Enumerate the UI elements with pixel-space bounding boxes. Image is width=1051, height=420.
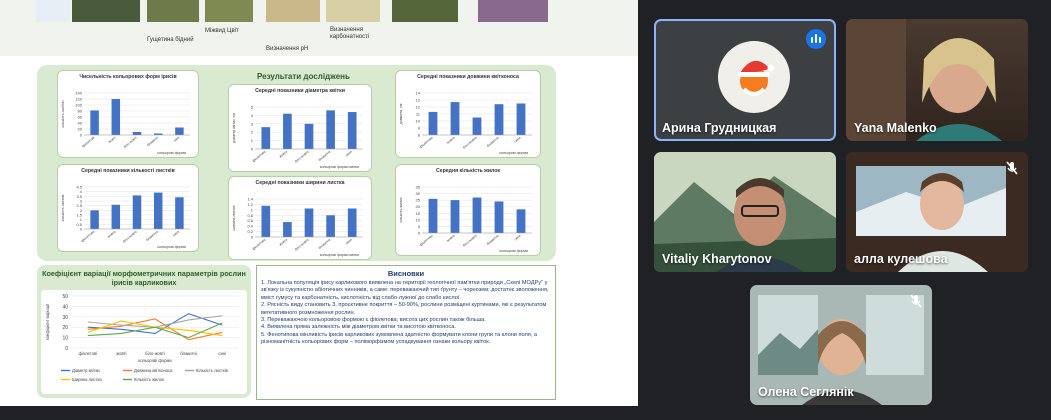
x-tick-label: синя <box>344 237 353 246</box>
y-tick-label: 2 <box>79 207 82 213</box>
cv-panel <box>37 265 251 398</box>
x-tick-label: фіолетові <box>81 135 96 149</box>
photo-thumbnail <box>326 0 380 22</box>
y-tick-label: 12 <box>415 104 420 110</box>
photo-strip <box>0 0 638 56</box>
y-axis-label: діаметр квітки, см <box>232 113 236 143</box>
y-tick-label: 14 <box>415 90 420 96</box>
legend-label: Кількість жилок <box>134 377 164 382</box>
x-tick-label: синя <box>513 233 522 242</box>
y-tick-label: 3.5 <box>76 193 82 199</box>
x-tick-label: біло-жовті <box>122 135 138 150</box>
photo-caption: Визначення рН <box>266 46 309 52</box>
y-axis-label: кількість особин <box>61 100 65 128</box>
bar <box>112 99 120 135</box>
x-tick-label: жовта <box>278 149 289 159</box>
participant-tile[interactable] <box>846 19 1028 141</box>
bar <box>133 132 141 135</box>
x-tick-label: блакитна <box>317 149 332 162</box>
y-tick-label: 20 <box>77 126 82 132</box>
bar <box>326 215 335 237</box>
x-axis-label: кольорові форми <box>138 358 172 363</box>
y-tick-label: 20 <box>62 325 68 332</box>
y-tick-label: 30 <box>62 314 68 321</box>
bar <box>495 104 504 135</box>
conclusion-item: 1. Локальна популяція ірису карликового виявлена на території геологічної пам'ятки природи „Скелі МОДРу" у зв'язку із сукупністю абіотичних чинників, а саме: переважаючий тип ґрунту – чорнозем; достатнє зволоження, вміст гумусу та карбонатність, кислотність від слабо-лужної до слабо кислої. <box>261 280 549 301</box>
cv-line-chart <box>41 290 247 394</box>
y-tick-label: 35 <box>415 184 420 190</box>
bar <box>112 205 120 229</box>
y-tick-label: 13 <box>415 97 420 103</box>
chart-leaf-width <box>228 176 372 260</box>
bar <box>429 199 438 233</box>
results-title: Результати досліджень <box>257 72 350 81</box>
y-tick-label: 5 <box>417 223 420 229</box>
bar <box>175 128 183 136</box>
conclusions-list <box>261 280 551 347</box>
conclusion-item: 4. Виявлена пряма залежність між діаметром квітки та висотою квітконоса. <box>261 324 456 331</box>
y-tick-label: 0 <box>417 230 420 236</box>
mic-off-icon <box>1004 160 1020 176</box>
speaking-indicator-icon <box>806 29 826 49</box>
y-tick-label: 25 <box>415 197 420 203</box>
photo-caption: Гущетина бідний <box>147 37 194 43</box>
x-tick-label: сині <box>172 135 181 143</box>
bar <box>283 222 292 237</box>
participant-tile[interactable] <box>654 152 836 272</box>
y-tick-label: 10 <box>62 335 68 342</box>
bar <box>451 102 460 135</box>
x-tick-label: синя <box>171 229 181 238</box>
y-tick-label: 4 <box>250 112 253 118</box>
x-tick-label: жовта <box>278 237 289 247</box>
bar <box>261 206 270 237</box>
y-tick-label: 5 <box>250 104 253 110</box>
bar <box>261 127 270 149</box>
y-tick-label: 20 <box>415 204 420 210</box>
bar <box>305 124 314 149</box>
participant-name: Vitaliy Kharytonov <box>662 252 772 266</box>
bar <box>175 197 183 229</box>
y-axis-label: коефіцієнт варіації <box>45 303 50 341</box>
conclusions-box <box>256 265 556 400</box>
x-axis-label: кольорові форми <box>499 249 528 253</box>
y-tick-label: 10 <box>415 118 420 124</box>
chart-svg <box>229 85 371 171</box>
x-tick-label: блакитні <box>146 135 159 148</box>
photo-thumbnail <box>205 0 253 22</box>
participant-tile[interactable] <box>846 152 1028 272</box>
bar <box>90 110 98 135</box>
y-tick-label: 1.2 <box>247 201 253 207</box>
series-line <box>88 319 222 340</box>
y-tick-label: 140 <box>75 90 82 96</box>
photo-thumbnail <box>478 0 548 22</box>
y-tick-label: 0 <box>250 234 253 240</box>
y-tick-label: 4 <box>79 189 82 195</box>
y-tick-label: 40 <box>77 120 82 126</box>
y-tick-label: 0 <box>65 346 68 352</box>
x-axis-label: кольорові форми <box>157 151 186 155</box>
x-axis-label: кольорові форми квітки <box>319 165 359 169</box>
photo-thumbnail <box>72 0 140 22</box>
x-tick-label: синя <box>513 135 522 144</box>
avatar <box>718 41 790 113</box>
bar <box>517 209 526 233</box>
chart-svg <box>58 165 198 251</box>
x-tick-label: блакитна <box>145 229 159 242</box>
y-axis-label: кількість листків <box>61 194 65 222</box>
participant-name: Олена Сеглянік <box>758 385 854 399</box>
photo-caption: Міжвид Цвіт <box>205 28 239 34</box>
x-tick-label: жовта <box>445 135 456 145</box>
x-tick-label: біло-жовта <box>122 229 138 244</box>
chart-flower-color <box>57 70 199 158</box>
y-tick-label: 9 <box>417 125 420 131</box>
conclusions-title: Висновки <box>387 269 425 278</box>
y-tick-label: 120 <box>75 96 82 102</box>
bar <box>283 114 292 149</box>
x-axis-label: кольорові форми <box>499 151 528 155</box>
bar <box>429 112 438 135</box>
y-tick-label: 0 <box>79 132 82 138</box>
chart-svg <box>41 290 247 394</box>
bar <box>305 209 314 238</box>
y-tick-label: 30 <box>415 191 420 197</box>
x-tick-label: біло-жовта <box>462 135 478 150</box>
chart-title: Середні показники ширини листка <box>255 180 345 186</box>
y-tick-label: 0.8 <box>247 212 253 218</box>
x-tick-label: біло-жовта <box>294 237 310 252</box>
bar <box>451 200 460 233</box>
y-tick-label: 11 <box>415 111 420 117</box>
bar <box>326 110 335 149</box>
x-tick-label: жовті <box>116 351 127 356</box>
map-thumbnail <box>36 0 70 22</box>
y-tick-label: 15 <box>415 210 420 216</box>
bar <box>90 210 98 229</box>
y-tick-label: 1 <box>250 138 253 144</box>
x-tick-label: фіолетова <box>251 149 267 164</box>
y-tick-label: 1 <box>79 217 82 223</box>
x-tick-label: біло-жовті <box>145 351 165 356</box>
bar <box>495 201 504 233</box>
x-tick-label: жовта <box>445 233 456 243</box>
conclusion-item: 2. Рясність виду становить 3, проєктивне покриття – 50-90%, рослини розміщені куртинами, які є результатом вегетативного розмноження рослин. <box>261 302 547 316</box>
chart-svg <box>229 177 371 259</box>
x-tick-label: фіолетова <box>418 233 434 248</box>
chart-title: Середні показники довжини квітконоса <box>417 74 519 80</box>
y-tick-label: 1 <box>250 207 253 213</box>
y-axis-label: кількість жилок <box>399 197 403 223</box>
conclusion-item: 3. Переважаючою кольоровою формою є фіолетова; висота цих рослин також більша. <box>261 317 486 324</box>
y-tick-label: 10 <box>415 217 420 223</box>
chart-perianth-length <box>395 70 541 158</box>
chart-svg <box>396 165 540 255</box>
y-tick-label: 3 <box>79 198 82 204</box>
bar <box>473 118 482 136</box>
x-tick-label: фіолетові <box>78 351 98 356</box>
legend-label: Ширина листка <box>72 377 102 382</box>
y-tick-label: 0 <box>79 226 82 232</box>
y-tick-label: 1.5 <box>76 212 82 218</box>
chart-title: Середні показники діаметра квітки <box>255 88 345 94</box>
y-tick-label: 8 <box>417 132 420 138</box>
y-tick-label: 4.5 <box>76 184 82 190</box>
y-tick-label: 0 <box>250 146 253 152</box>
y-tick-label: 60 <box>77 114 82 120</box>
x-tick-label: синя <box>344 149 353 158</box>
x-tick-label: блакитна <box>486 233 500 246</box>
participant-name: Yana Malenko <box>854 121 937 135</box>
x-tick-label: жовті <box>107 135 117 145</box>
y-tick-label: 0.5 <box>76 221 82 227</box>
photo-caption: Визначення карбонатності <box>330 27 370 40</box>
x-tick-label: блакитна <box>486 135 500 148</box>
participant-name: алла кулешова <box>854 252 948 266</box>
photo-thumbnail <box>392 0 458 22</box>
chart-title: Чисельність кольорових форм ірисів <box>79 74 177 80</box>
y-tick-label: 50 <box>62 294 68 300</box>
bar <box>154 193 162 229</box>
y-tick-label: 2 <box>250 129 253 135</box>
y-tick-label: 100 <box>75 102 82 108</box>
y-tick-label: 0.4 <box>247 223 253 229</box>
x-tick-label: біло-жовта <box>462 233 478 248</box>
conclusion-item: 5. Фенотипова мінливість ірисів карликових зумовлена здатністю формувати клони групи та клони поля, а різноманітність кольорових форм – поліморфізмом успадкування ознаки кольору квіток. <box>261 331 538 346</box>
x-tick-label: біло-жовта <box>294 149 310 164</box>
chart-svg <box>58 71 198 157</box>
x-axis-label: кольорові форми квітки <box>319 253 359 257</box>
x-tick-label: фіолетова <box>251 237 267 252</box>
bar <box>473 198 482 233</box>
bar <box>517 104 526 136</box>
y-axis-label: довжина, см <box>399 103 403 125</box>
cv-title: Коефіцієнт варіації морфометричних параметрів рослин ірисів карликових <box>42 269 246 287</box>
x-tick-label: сині <box>218 351 227 356</box>
chart-svg <box>396 71 540 157</box>
legend-label: Діаметр квітки <box>72 368 100 373</box>
photo-thumbnail <box>266 0 320 22</box>
participant-tile[interactable] <box>654 19 836 141</box>
legend-label: Кількість листків <box>196 368 228 373</box>
chart-flower-diameter <box>228 84 372 172</box>
chart-title: Середня кількість жилок <box>435 168 501 174</box>
bar <box>348 112 357 149</box>
x-tick-label: фіолетова <box>80 229 96 244</box>
x-tick-label: блакитні <box>180 351 197 356</box>
y-tick-label: 80 <box>77 108 82 114</box>
chart-leaf-count <box>57 164 199 252</box>
photo-thumbnail <box>147 0 199 22</box>
y-tick-label: 1.4 <box>247 196 253 202</box>
bar <box>133 195 141 229</box>
y-tick-label: 3 <box>250 121 253 127</box>
participant-tile[interactable] <box>750 285 932 405</box>
x-tick-label: жовта <box>106 229 117 239</box>
y-tick-label: 0.2 <box>247 229 253 235</box>
x-tick-label: фіолетова <box>418 135 434 150</box>
y-tick-label: 2.5 <box>76 203 82 209</box>
legend-label: Довжина квітконоса <box>134 368 173 373</box>
y-axis-label: ширина листка <box>232 205 236 231</box>
mic-off-icon <box>908 293 924 309</box>
santa-avatar-icon <box>718 41 790 113</box>
chart-title: Середні показники кількості листків <box>81 168 175 174</box>
x-tick-label: блакитна <box>317 237 332 250</box>
bar <box>348 209 357 238</box>
chart-vein-count <box>395 164 541 256</box>
x-axis-label: кольорові форми <box>157 245 186 249</box>
participant-name: Арина Грудницкая <box>662 121 777 135</box>
y-tick-label: 0.6 <box>247 218 253 224</box>
y-tick-label: 40 <box>62 304 68 311</box>
